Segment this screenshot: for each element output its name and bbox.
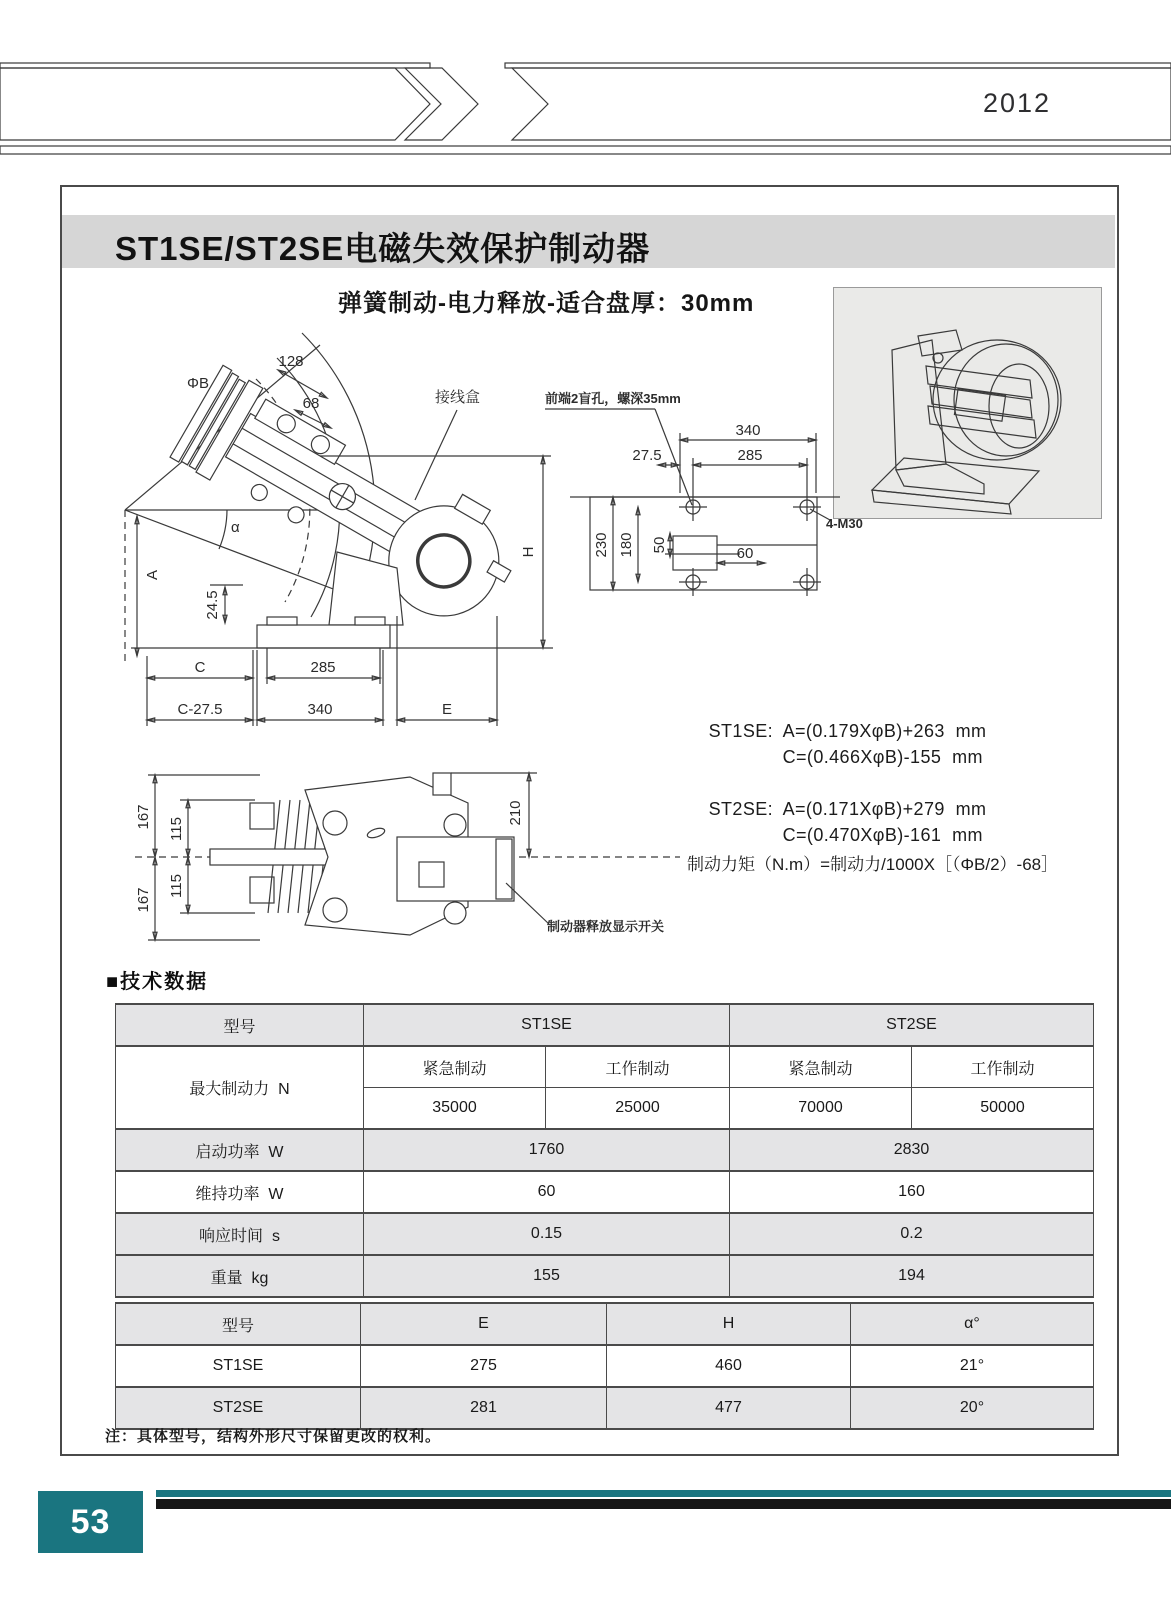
footer-black-rule (156, 1499, 1171, 1509)
subheader-cell: 工作制动 (546, 1046, 730, 1088)
value-cell: 275 (361, 1345, 607, 1387)
dim-27-5-label: 27.5 (632, 447, 662, 464)
dim-c-27-5-label: C-27.5 (177, 701, 223, 718)
dim-c-label: C (194, 659, 206, 676)
dim-167-bottom-label: 167 (135, 887, 152, 913)
tech-data-heading: ■技术数据 (106, 971, 209, 993)
product-title: ST1SE/ST2SE电磁失效保护制动器 (115, 230, 651, 267)
year-bar (512, 68, 1171, 140)
torque-formula: 制动力矩（N.m）=制动力/1000X［（ΦB/2）-68］ (687, 855, 1059, 874)
value-cell: 477 (607, 1387, 851, 1429)
st1se-formula-c: C=(0.466XφB)-155 mm (782, 747, 983, 767)
value-cell: 0.15 (364, 1213, 730, 1255)
dim-340-label: 340 (735, 422, 761, 439)
model-header-cell: 型号 (116, 1004, 364, 1046)
dim-210-label: 210 (507, 800, 524, 826)
value-cell: 1760 (364, 1129, 730, 1171)
header-underline-stripe (0, 146, 1171, 154)
row-label-cell: 响应时间 s (116, 1213, 364, 1255)
value-cell: 281 (361, 1387, 607, 1429)
value-cell: 460 (607, 1345, 851, 1387)
value-cell: 70000 (730, 1088, 912, 1130)
value-cell: 50000 (912, 1088, 1094, 1130)
release-switch-label: 制动器释放显示开关 (547, 919, 665, 934)
value-cell: 160 (730, 1171, 1094, 1213)
footer-teal-rule (156, 1490, 1171, 1497)
value-cell: 25000 (546, 1088, 730, 1130)
row-label-cell: 重量 kg (116, 1255, 364, 1297)
dim-340-label: 340 (307, 701, 333, 718)
tech-data-table (115, 1003, 1094, 1298)
st2se-formula-c: C=(0.470XφB)-161 mm (782, 825, 983, 845)
side-view-drawing (105, 330, 565, 730)
mounting-plate-drawing (540, 385, 870, 600)
header-cell: E (361, 1303, 607, 1345)
dim-285-label: 285 (310, 659, 336, 676)
page-number-box (38, 1491, 143, 1553)
table-row (116, 1345, 1094, 1387)
table-row (116, 1213, 1094, 1255)
dim-phi-b-label: ΦB (187, 375, 209, 392)
dim-230-label: 230 (593, 532, 610, 558)
junction-box-label: 接线盒 (435, 389, 481, 406)
brake-photo-illustration (834, 288, 1099, 516)
dim-128-label: 128 (278, 353, 304, 370)
value-cell: 0.2 (730, 1213, 1094, 1255)
catalog-year: 2012 (983, 88, 1052, 118)
table-row (116, 1303, 1094, 1345)
value-cell: 2830 (730, 1129, 1094, 1171)
dim-167-top-label: 167 (135, 804, 152, 830)
product-subtitle: 弹簧制动-电力释放-适合盘厚：30mm (338, 290, 755, 317)
chevron-icon (405, 68, 478, 140)
table-row (116, 1171, 1094, 1213)
table-row (116, 1046, 1094, 1088)
st2se-formula-a: A=(0.171XφB)+279 mm (782, 799, 987, 819)
header-cell: 型号 (116, 1303, 361, 1345)
st1se-formula-a: A=(0.179XφB)+263 mm (782, 721, 987, 741)
product-photo (833, 287, 1102, 519)
subheader-cell: 工作制动 (912, 1046, 1094, 1088)
dim-a-label: A (144, 569, 161, 581)
model-cell: ST2SE (116, 1387, 361, 1429)
table-row (116, 1255, 1094, 1297)
dim-24-5-label: 24.5 (204, 590, 221, 620)
row-label-cell: 启动功率 W (116, 1129, 364, 1171)
value-cell: 35000 (364, 1088, 546, 1130)
dim-285-label: 285 (737, 447, 763, 464)
header-cell: α° (851, 1303, 1094, 1345)
dim-115-bottom-label: 115 (168, 874, 185, 898)
value-cell: 194 (730, 1255, 1094, 1297)
table-row (116, 1387, 1094, 1429)
subheader-cell: 紧急制动 (364, 1046, 546, 1088)
footnote: 注：具体型号，结构外形尺寸保留更改的权利。 (105, 1428, 442, 1445)
alpha-angle-label: α (231, 519, 240, 536)
page-title: 盘式制动器 (74, 88, 264, 123)
value-cell: 20° (851, 1387, 1094, 1429)
table-row (116, 1129, 1094, 1171)
model-st1se-cell: ST1SE (364, 1004, 730, 1046)
bolt-spec-label: 4-M30 (826, 516, 863, 531)
dim-180-label: 180 (618, 532, 635, 558)
value-cell: 60 (364, 1171, 730, 1213)
dim-h-label: H (520, 546, 537, 558)
dim-e-label: E (441, 701, 453, 718)
dim-50-label: 50 (651, 536, 668, 554)
dim-60-label: 60 (736, 545, 754, 562)
st1se-formula-label: ST1SE: (708, 721, 774, 741)
subheader-cell: 紧急制动 (730, 1046, 912, 1088)
page-number: 53 (70, 1503, 111, 1541)
dimension-table (115, 1302, 1094, 1430)
dim-68-label: 68 (302, 395, 320, 412)
value-cell: 155 (364, 1255, 730, 1297)
model-cell: ST1SE (116, 1345, 361, 1387)
st2se-formula-label: ST2SE: (708, 799, 774, 819)
value-cell: 21° (851, 1345, 1094, 1387)
row-label-cell: 维持功率 W (116, 1171, 364, 1213)
model-st2se-cell: ST2SE (730, 1004, 1094, 1046)
max-force-label-cell: 最大制动力 N (116, 1046, 364, 1129)
header-cell: H (607, 1303, 851, 1345)
dim-115-top-label: 115 (168, 817, 185, 841)
table-row (116, 1004, 1094, 1046)
top-view-drawing (110, 745, 730, 960)
blind-hole-note: 前端2盲孔，螺深35mm (545, 391, 681, 406)
